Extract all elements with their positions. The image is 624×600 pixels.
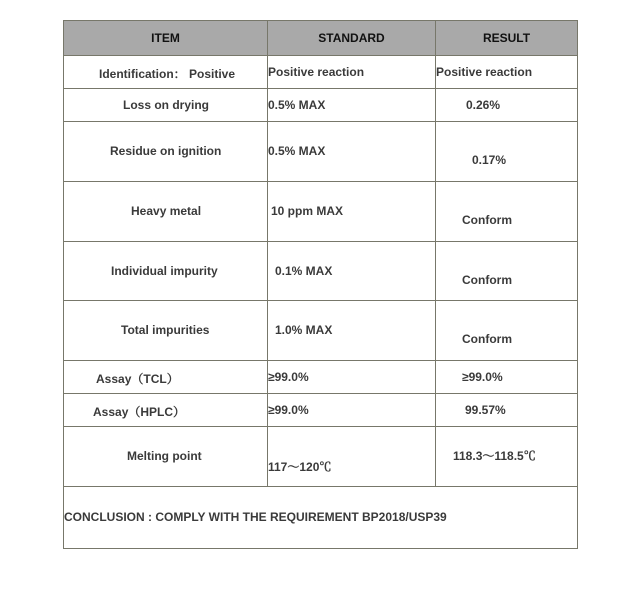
conclusion-row xyxy=(64,487,577,548)
result-cell: Conform xyxy=(462,213,512,227)
item-cell: Assay（HPLC） xyxy=(93,405,186,419)
item-cell: Melting point xyxy=(127,449,202,463)
result-cell: 118.3～118.5℃ xyxy=(453,449,536,463)
item-cell: Total impurities xyxy=(121,323,210,337)
table-row xyxy=(64,242,577,301)
conclusion-text: CONCLUSION : COMPLY WITH THE REQUIREMENT BP2018/USP39 xyxy=(64,510,447,524)
standard-cell: ≥99.0% xyxy=(268,370,309,384)
result-cell: 99.57% xyxy=(465,403,506,417)
table-row xyxy=(64,361,577,394)
table-header xyxy=(64,21,577,56)
table-row xyxy=(64,427,577,487)
table-row xyxy=(64,301,577,361)
table-row xyxy=(64,122,577,182)
header-result: RESULT xyxy=(482,31,531,45)
header-standard: STANDARD xyxy=(268,21,436,55)
item-cell: Heavy metal xyxy=(131,204,202,218)
table-row xyxy=(64,89,577,122)
standard-cell: 1.0% MAX xyxy=(275,323,333,337)
result-cell: Conform xyxy=(462,332,512,346)
result-cell: Conform xyxy=(462,273,512,287)
result-cell: Positive reaction xyxy=(436,65,533,79)
item-cell: Residue on ignition xyxy=(110,144,222,158)
table-row xyxy=(64,56,577,89)
coa-table xyxy=(63,20,578,549)
standard-cell: ≥99.0% xyxy=(268,403,309,417)
standard-cell: 0.5% MAX xyxy=(268,98,326,112)
standard-cell: 117～120℃ xyxy=(268,460,332,474)
header-item: ITEM xyxy=(64,21,268,55)
table-row xyxy=(64,394,577,427)
standard-cell: Positive reaction xyxy=(268,65,365,79)
table-row xyxy=(64,182,577,242)
result-cell: 0.26% xyxy=(466,98,501,112)
item-cell: Identification： Positive xyxy=(99,67,236,81)
standard-cell: 0.5% MAX xyxy=(268,144,326,158)
item-cell: Loss on drying xyxy=(123,98,210,112)
result-cell: ≥99.0% xyxy=(462,370,503,384)
result-cell: 0.17% xyxy=(472,153,507,167)
standard-cell: 10 ppm MAX xyxy=(271,204,344,218)
item-cell: Assay（TCL） xyxy=(96,372,179,386)
item-cell: Individual impurity xyxy=(111,264,218,278)
standard-cell: 0.1% MAX xyxy=(275,264,333,278)
